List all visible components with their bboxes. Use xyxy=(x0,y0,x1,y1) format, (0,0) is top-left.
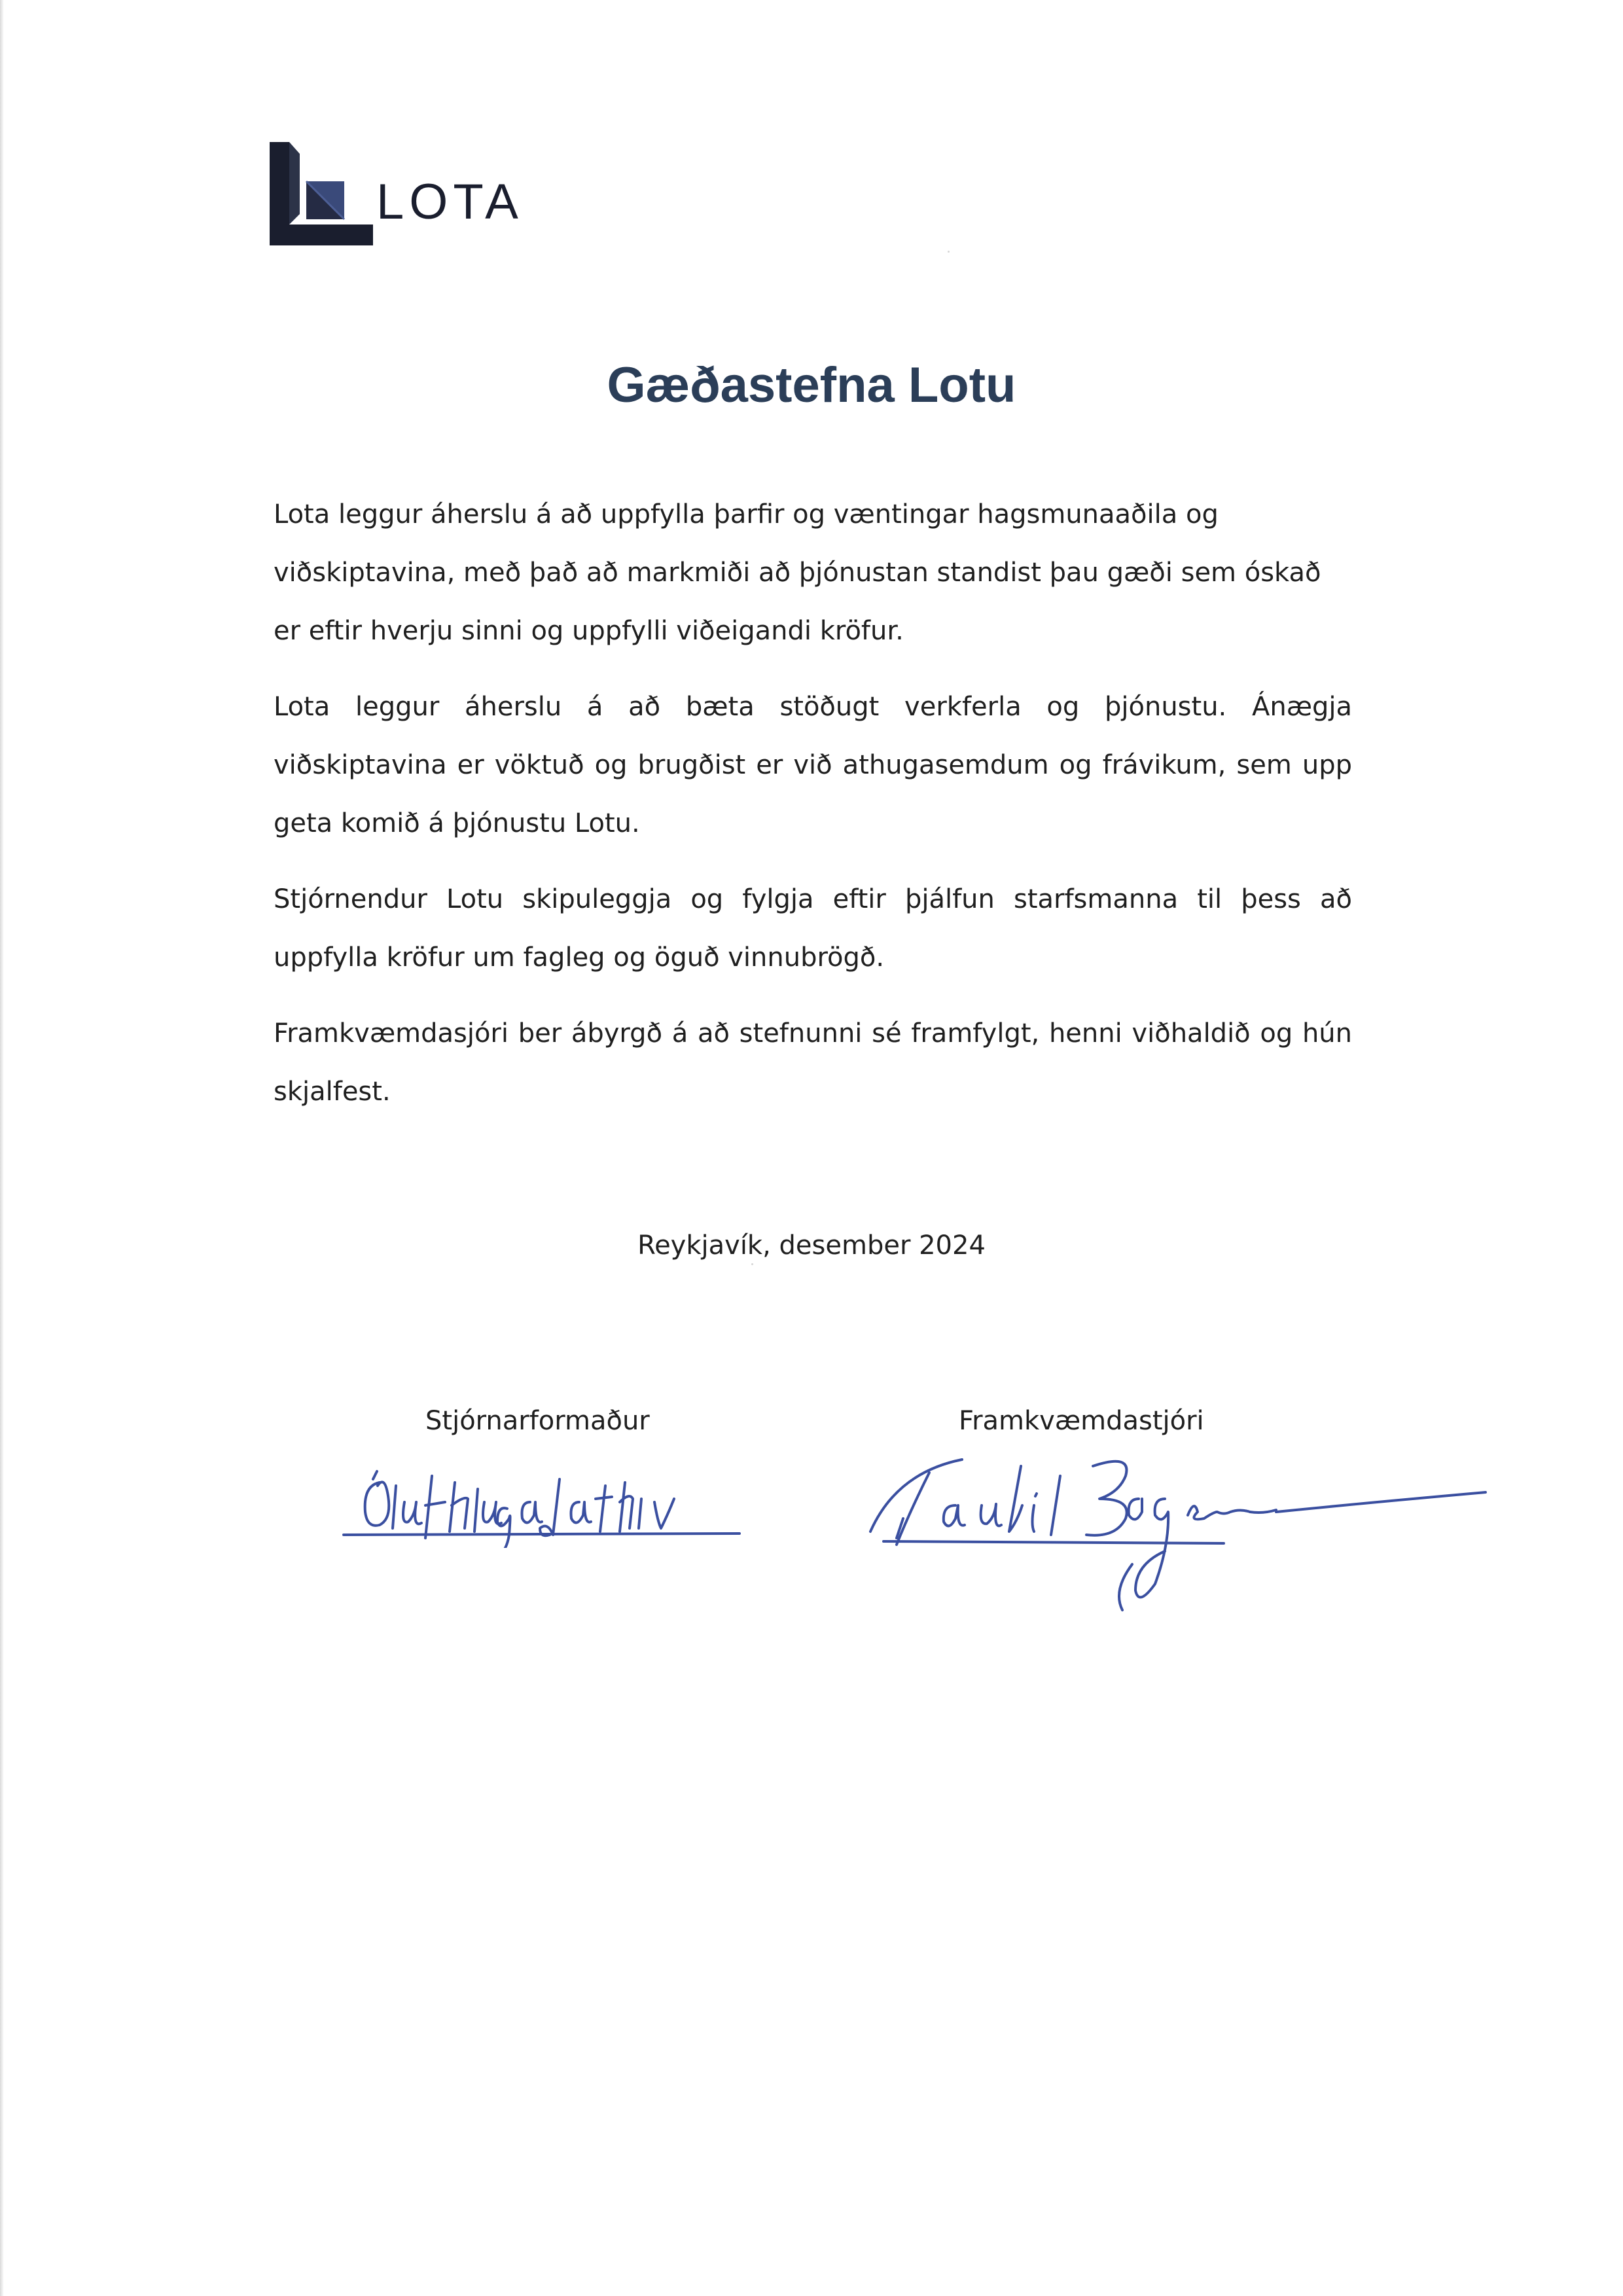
page-title: Gæðastefna Lotu xyxy=(607,357,1016,413)
signature-left xyxy=(334,1463,753,1551)
logo-mark-icon xyxy=(268,141,380,252)
company-logo xyxy=(268,141,530,252)
scan-speck xyxy=(948,251,950,253)
scan-speck xyxy=(751,1263,753,1265)
paragraph-1: Lota leggur áherslu á að uppfylla þarfir og væntingar hagsmunaaðila og viðskiptavina, með það að markmiði að þjónustan standist þau gæði sem óskað er eftir hverju sinni og uppfylli viðeigandi kröfur. xyxy=(274,499,1321,646)
paragraph-4: Framkvæmdasjóri ber ábyrgð á að stefnunni sé framfylgt, henni viðhaldið og hún skjalfest. xyxy=(274,1018,1352,1107)
paragraph-3: Stjórnendur Lotu skipuleggja og fylgja eftir þjálfun starfsmanna til þess að uppfylla kröfur um fagleg og öguð vinnubrögð. xyxy=(274,884,1352,973)
scan-edge xyxy=(0,0,4,2296)
logo-wordmark: LOTA xyxy=(376,174,524,230)
handwritten-signature-right-icon xyxy=(857,1446,1512,1630)
handwritten-signature-left-icon xyxy=(334,1463,753,1548)
paragraph-2: Lota leggur áherslu á að bæta stöðugt verkferla og þjónustu. Ánægja viðskiptavina er vöktuð og brugðist er við athugasemdum og frávikum, sem upp geta komið á þjónustu Lotu. xyxy=(274,692,1352,838)
place-date: Reykjavík, desember 2024 xyxy=(637,1230,986,1261)
signature-role-right: Framkvæmdastjóri xyxy=(959,1406,1204,1436)
signature-role-left: Stjórnarformaður xyxy=(425,1406,650,1436)
policy-body xyxy=(274,486,1352,1139)
signature-right xyxy=(857,1446,1512,1633)
